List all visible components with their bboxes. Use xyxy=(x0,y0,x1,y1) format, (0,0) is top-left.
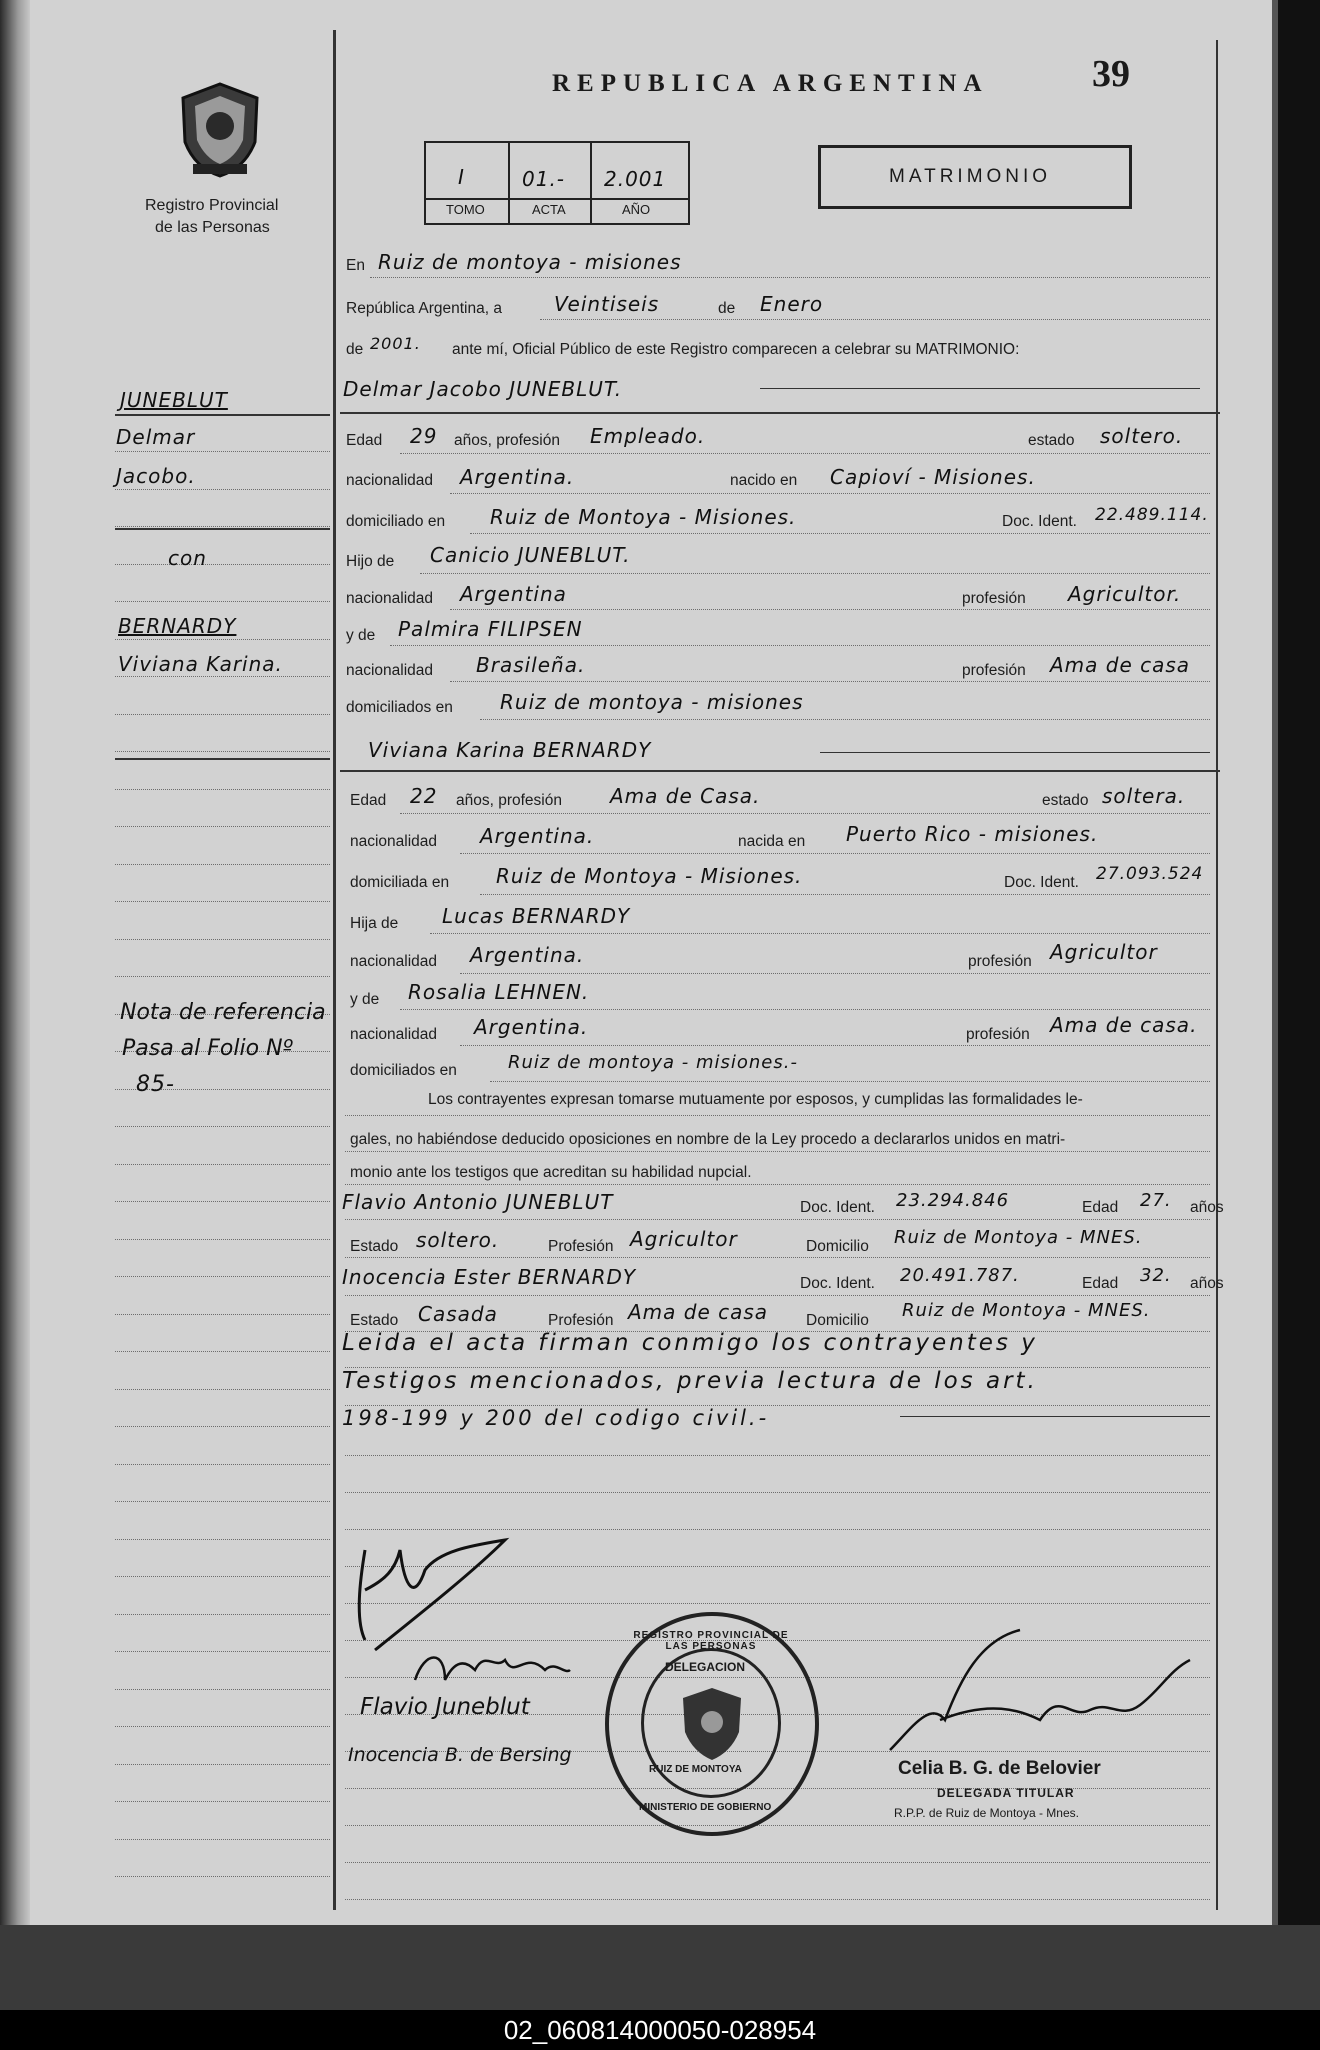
record-type-label: MATRIMONIO xyxy=(889,166,1052,187)
rule xyxy=(450,492,1210,494)
groom-y-de-label: y de xyxy=(346,627,376,644)
bride-nacionalidad-label: nacionalidad xyxy=(350,833,438,850)
witness1-doc-label: Doc. Ident. xyxy=(800,1199,875,1216)
ruled-line xyxy=(115,975,330,977)
bride-doc: 27.093.524 xyxy=(1096,864,1204,884)
ceremony-statement: ante mí, Oficial Público de este Registro comparecen a celebrar su MATRIMONIO: xyxy=(452,341,1020,358)
declaration-line2: gales, no habiéndose deducido oposiciones en nombre de la Ley procedo a declararlos unidos en matri- xyxy=(350,1131,1066,1148)
rule xyxy=(115,758,330,760)
bride-mother-nac: Argentina. xyxy=(474,1015,589,1039)
bride-parents-dom-label: domiciliados en xyxy=(350,1062,457,1079)
groom-estado: soltero. xyxy=(1100,424,1184,448)
ruled-line xyxy=(115,1200,330,1202)
groom-father-nac-label: nacionalidad xyxy=(346,590,434,607)
bride-nacida-label: nacida en xyxy=(738,833,806,850)
bride-domicilio: Ruiz de Montoya - Misiones. xyxy=(496,864,803,888)
margin-groom-surname: JUNEBLUT xyxy=(120,388,228,412)
rule xyxy=(345,1114,1210,1116)
de-year-label: de xyxy=(346,341,364,358)
official-office: R.P.P. de Ruiz de Montoya - Mnes. xyxy=(894,1806,1079,1820)
anio-value: 2.001 xyxy=(604,167,667,191)
tomo-acta-anio-box xyxy=(424,141,690,225)
groom-mother: Palmira FILIPSEN xyxy=(398,617,583,641)
groom-mother-nac: Brasileña. xyxy=(476,653,586,677)
seal-text-top: REGISTRO PROVINCIAL DE LAS PERSONAS xyxy=(633,1630,789,1652)
margin-con: con xyxy=(168,546,207,570)
bride-mother: Rosalia LEHNEN. xyxy=(408,980,590,1004)
ruled-line xyxy=(115,1688,330,1690)
groom-nacionalidad: Argentina. xyxy=(460,465,575,489)
rule xyxy=(450,608,1210,610)
groom-father: Canicio JUNEBLUT. xyxy=(430,543,631,567)
ruled-line xyxy=(115,1275,330,1277)
rule xyxy=(480,718,1210,720)
witness1-edad-label: Edad xyxy=(1082,1199,1119,1216)
ruled-line xyxy=(345,1454,1210,1456)
witness2-name: Inocencia Ester BERNARDY xyxy=(342,1265,637,1289)
ceremony-year: 2001. xyxy=(370,334,421,353)
groom-domicilio: Ruiz de Montoya - Misiones. xyxy=(490,505,797,529)
ruled-line xyxy=(115,713,330,715)
witness2-doc: 20.491.787. xyxy=(900,1265,1020,1286)
groom-father-nac: Argentina xyxy=(460,582,567,606)
ruled-line xyxy=(345,1861,1210,1863)
scanner-bed xyxy=(0,1925,1320,2010)
ruled-line xyxy=(345,1824,1210,1826)
margin-note-line2: Pasa al Folio Nº xyxy=(122,1036,293,1061)
bride-signature-icon xyxy=(405,1640,575,1700)
book-spine xyxy=(0,0,30,1925)
registry-name-line2: de las Personas xyxy=(155,219,270,236)
rule xyxy=(540,318,1210,320)
witness1-estado-label: Estado xyxy=(350,1238,399,1255)
right-border xyxy=(1216,40,1218,1910)
witness2-doc-label: Doc. Ident. xyxy=(800,1275,875,1292)
witness1-doc: 23.294.846 xyxy=(896,1190,1010,1211)
ceremony-day: Veintiseis xyxy=(554,292,660,316)
bride-y-de-label: y de xyxy=(350,991,380,1008)
acta-label: ACTA xyxy=(532,202,566,217)
groom-edad-label: Edad xyxy=(346,432,383,449)
rule xyxy=(400,812,1210,814)
official-role: DELEGADA TITULAR xyxy=(937,1786,1075,1800)
rule xyxy=(460,1044,1210,1046)
ruled-line xyxy=(115,825,330,827)
groom-parents-dom: Ruiz de montoya - misiones xyxy=(500,690,804,714)
rule xyxy=(400,1008,1210,1010)
witness2-signature: Inocencia B. de Bersing xyxy=(348,1744,572,1766)
declaration-line1: Los contrayentes expresan tomarse mutuamente por esposos, y cumplidas las formalidades le- xyxy=(428,1091,1083,1108)
groom-mother-prof-label: profesión xyxy=(962,662,1026,679)
rule xyxy=(345,1150,1210,1152)
groom-nacionalidad-label: nacionalidad xyxy=(346,472,434,489)
ruled-line xyxy=(115,563,330,565)
ruled-line xyxy=(115,488,330,490)
groom-profession: Empleado. xyxy=(590,424,706,448)
seal-text-inner: DELEGACION xyxy=(665,1660,746,1674)
groom-doc-label: Doc. Ident. xyxy=(1002,513,1077,530)
official-signature-icon xyxy=(870,1620,1210,1770)
rule xyxy=(420,572,1210,574)
ruled-line xyxy=(115,863,330,865)
bride-father-nac-label: nacionalidad xyxy=(350,953,438,970)
rule xyxy=(480,893,1210,895)
record-type-box xyxy=(818,145,1132,209)
bride-edad-label: Edad xyxy=(350,792,387,809)
official-name: Celia B. G. de Belovier xyxy=(898,1758,1101,1779)
bride-father-prof: Agricultor xyxy=(1050,940,1158,964)
witness1-signature: Flavio Juneblut xyxy=(360,1694,530,1720)
anio-label: AÑO xyxy=(622,202,651,217)
rule xyxy=(820,752,1210,753)
bride-mother-nac-label: nacionalidad xyxy=(350,1026,438,1043)
rule xyxy=(390,644,1210,646)
bride-mother-prof: Ama de casa. xyxy=(1050,1013,1198,1037)
margin-bride-surname: BERNARDY xyxy=(118,614,237,638)
bride-full-name: Viviana Karina BERNARDY xyxy=(368,738,652,762)
margin-groom-name1: Delmar xyxy=(116,425,196,449)
ruled-line xyxy=(115,938,330,940)
witness2-domicilio: Ruiz de Montoya - MNES. xyxy=(902,1300,1151,1321)
ruled-line xyxy=(115,638,330,640)
ruled-line xyxy=(115,1238,330,1240)
ruled-line xyxy=(115,1163,330,1165)
witness1-estado: soltero. xyxy=(416,1228,500,1252)
rule xyxy=(340,412,1220,414)
witness2-anos-label: años xyxy=(1190,1275,1224,1292)
seal-text-place: RUIZ DE MONTOYA xyxy=(649,1764,742,1775)
ceremony-place: Ruiz de montoya - misiones xyxy=(378,250,682,274)
witness1-age: 27. xyxy=(1140,1190,1172,1211)
ruled-line xyxy=(115,600,330,602)
rule xyxy=(460,972,1210,974)
witness2-edad-label: Edad xyxy=(1082,1275,1119,1292)
margin-groom-name2: Jacobo. xyxy=(116,464,196,488)
ruled-line xyxy=(115,525,330,527)
bride-father-prof-label: profesión xyxy=(968,953,1032,970)
witness1-name: Flavio Antonio JUNEBLUT xyxy=(342,1190,614,1214)
witness1-domicilio: Ruiz de Montoya - MNES. xyxy=(894,1227,1143,1248)
ruled-line xyxy=(115,1650,330,1652)
witness1-anos-label: años xyxy=(1190,1199,1224,1216)
ruled-line xyxy=(345,1898,1210,1900)
registry-name-line1: Registro Provincial xyxy=(145,197,279,214)
acta-value: 01.- xyxy=(522,167,566,191)
bride-father-nac: Argentina. xyxy=(470,943,585,967)
ruled-line xyxy=(115,1613,330,1615)
rule xyxy=(430,932,1210,934)
groom-parents-dom-label: domiciliados en xyxy=(346,699,453,716)
bride-estado-label: estado xyxy=(1042,792,1089,809)
ruled-line xyxy=(115,900,330,902)
ruled-line xyxy=(115,750,330,752)
witness2-estado-label: Estado xyxy=(350,1312,399,1329)
rule xyxy=(470,532,1210,534)
groom-father-prof: Agricultor. xyxy=(1068,582,1182,606)
margin-note-line1: Nota de referencia xyxy=(120,1000,326,1025)
rule xyxy=(370,276,1210,278)
groom-anos-profesion-label: años, profesión xyxy=(454,432,560,449)
en-label: En xyxy=(346,257,365,274)
registry-seal xyxy=(605,1612,819,1836)
groom-hijo-label: Hijo de xyxy=(346,553,395,570)
bride-age: 22 xyxy=(410,784,438,808)
groom-doc: 22.489.114. xyxy=(1095,505,1209,525)
groom-father-prof-label: profesión xyxy=(962,590,1026,607)
rule xyxy=(450,680,1210,682)
bride-mother-prof-label: profesión xyxy=(966,1026,1030,1043)
ruled-line xyxy=(115,1388,330,1390)
rule xyxy=(400,452,1210,454)
margin-note-line3: 85- xyxy=(136,1072,175,1097)
witness2-profession: Ama de casa xyxy=(628,1300,769,1324)
bride-anos-profesion-label: años, profesión xyxy=(456,792,562,809)
groom-full-name: Delmar Jacobo JUNEBLUT. xyxy=(343,377,623,401)
groom-age: 29 xyxy=(410,424,438,448)
bride-estado: soltera. xyxy=(1102,784,1186,808)
groom-domiciliado-label: domiciliado en xyxy=(346,513,446,530)
tomo-value: I xyxy=(458,165,465,189)
declaration-line3: monio ante los testigos que acreditan su habilidad nupcial. xyxy=(350,1164,752,1181)
groom-estado-label: estado xyxy=(1028,432,1075,449)
ceremony-month: Enero xyxy=(760,292,824,316)
rule xyxy=(115,528,330,530)
ruled-line xyxy=(115,1838,330,1840)
rule xyxy=(115,414,330,416)
ruled-line xyxy=(115,1538,330,1540)
de-label: de xyxy=(718,300,736,317)
folio-number: 39 xyxy=(1092,53,1130,95)
ruled-line xyxy=(115,1463,330,1465)
republica-label: República Argentina, a xyxy=(346,300,502,317)
ruled-line xyxy=(115,788,330,790)
ruled-line xyxy=(115,1763,330,1765)
witness2-profesion-label: Profesión xyxy=(548,1312,614,1329)
rule xyxy=(345,1183,1210,1185)
margin-divider xyxy=(333,30,336,1910)
closing-line1: Leida el acta firman conmigo los contrayentes y xyxy=(342,1330,1038,1356)
ruled-line xyxy=(115,450,330,452)
rule xyxy=(345,1218,1210,1220)
scan-id-label: 02_060814000050-028954 xyxy=(0,2010,1320,2050)
ruled-line xyxy=(115,1500,330,1502)
rule xyxy=(345,1294,1210,1296)
groom-birthplace: Capioví - Misiones. xyxy=(830,465,1036,489)
witness2-age: 32. xyxy=(1140,1265,1172,1286)
groom-mother-prof: Ama de casa xyxy=(1050,653,1191,677)
rule xyxy=(760,388,1200,389)
ruled-line xyxy=(115,1875,330,1877)
witness2-estado: Casada xyxy=(418,1302,498,1326)
ruled-line xyxy=(115,1800,330,1802)
witness1-profession: Agricultor xyxy=(630,1227,738,1251)
bride-birthplace: Puerto Rico - misiones. xyxy=(846,822,1099,846)
bride-nacionalidad: Argentina. xyxy=(480,824,595,848)
bride-hija-label: Hija de xyxy=(350,915,399,932)
ruled-line xyxy=(115,1425,330,1427)
country-title: REPUBLICA ARGENTINA xyxy=(552,70,989,97)
witness2-domicilio-label: Domicilio xyxy=(806,1312,869,1329)
bride-doc-label: Doc. Ident. xyxy=(1004,874,1079,891)
seal-text-bottom: MINISTERIO DE GOBIERNO xyxy=(639,1802,772,1813)
bride-domiciliada-label: domiciliada en xyxy=(350,874,450,891)
bride-parents-dom: Ruiz de montoya - misiones.- xyxy=(508,1052,798,1073)
closing-line3: 198-199 y 200 del codigo civil.- xyxy=(342,1406,770,1430)
bride-profession: Ama de Casa. xyxy=(610,784,761,808)
groom-nacido-label: nacido en xyxy=(730,472,798,489)
ruled-line xyxy=(115,1575,330,1577)
groom-mother-nac-label: nacionalidad xyxy=(346,662,434,679)
margin-bride-names: Viviana Karina. xyxy=(118,652,283,676)
closing-line2: Testigos mencionados, previa lectura de los art. xyxy=(342,1368,1038,1394)
province-emblem-icon xyxy=(175,80,265,180)
rule xyxy=(460,852,1210,854)
witness1-profesion-label: Profesión xyxy=(548,1238,614,1255)
ruled-line xyxy=(115,1313,330,1315)
bride-father: Lucas BERNARDY xyxy=(442,904,631,928)
rule xyxy=(900,1416,1210,1417)
rule xyxy=(345,1256,1210,1258)
ruled-line xyxy=(115,1350,330,1352)
ruled-line xyxy=(115,1125,330,1127)
seal-emblem-icon xyxy=(679,1686,745,1762)
rule xyxy=(340,770,1220,772)
witness1-domicilio-label: Domicilio xyxy=(806,1238,869,1255)
tomo-label: TOMO xyxy=(446,202,485,217)
ruled-line xyxy=(115,1725,330,1727)
ruled-line xyxy=(345,1491,1210,1493)
rule xyxy=(490,1080,1210,1082)
